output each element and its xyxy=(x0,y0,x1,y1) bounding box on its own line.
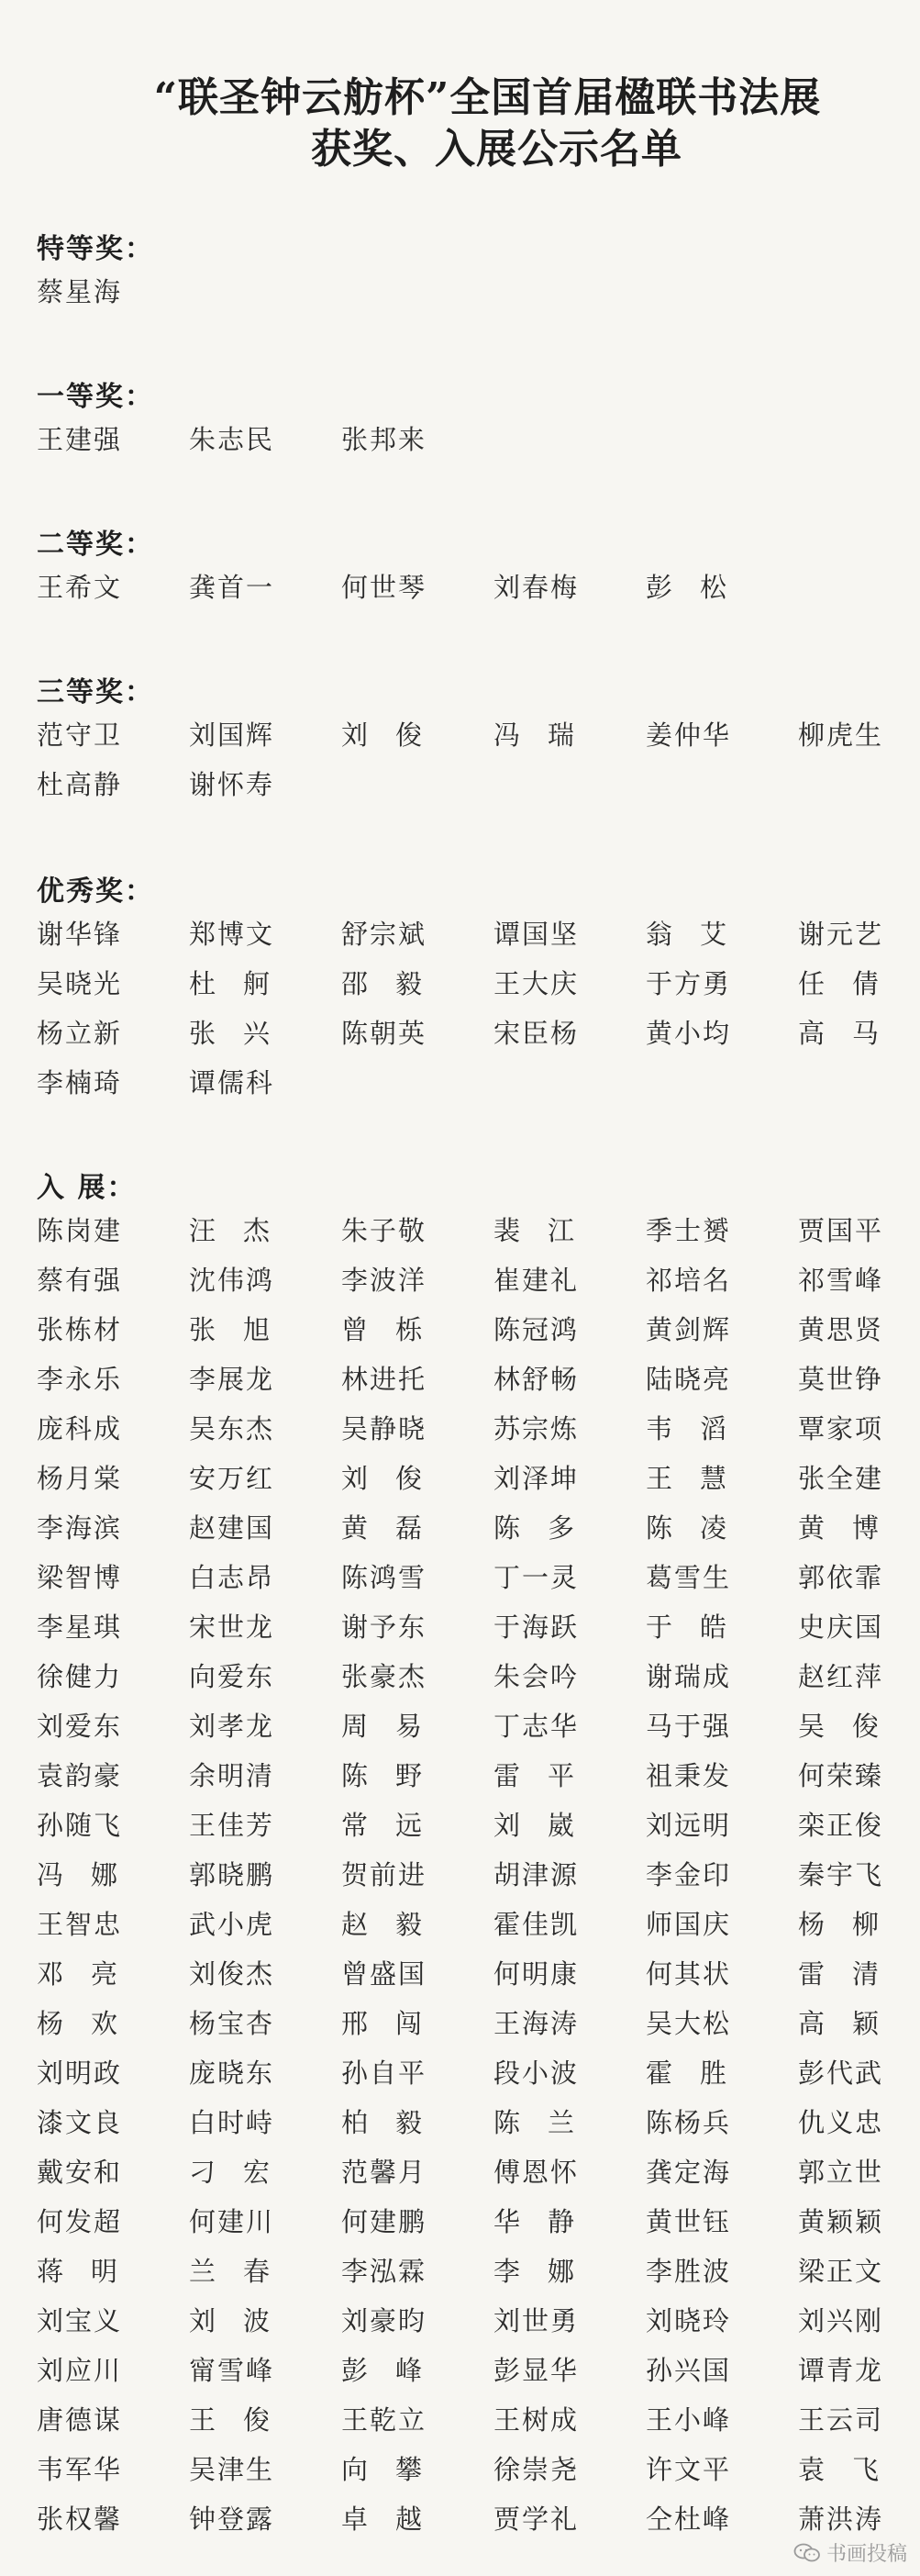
name-row xyxy=(37,567,899,617)
person-name: 彭峰 xyxy=(341,2355,450,2386)
person-name: 吴津生 xyxy=(189,2454,275,2485)
person-name: 吴静晓 xyxy=(341,1413,427,1444)
person-name: 雷清 xyxy=(798,1958,907,1990)
name-row xyxy=(37,1458,899,1508)
person-name: 马于强 xyxy=(646,1711,732,1742)
person-name: 徐健力 xyxy=(37,1661,123,1692)
person-name: 谢予东 xyxy=(341,1611,427,1643)
person-name: 张全建 xyxy=(798,1463,884,1494)
person-name: 祁培名 xyxy=(646,1265,732,1296)
person-name: 黄博 xyxy=(798,1512,907,1544)
person-name: 张邦来 xyxy=(341,424,427,455)
name-row xyxy=(37,914,899,964)
person-name: 张栋材 xyxy=(37,1314,123,1345)
person-name: 邓亮 xyxy=(37,1958,146,1990)
person-name: 黄颖颖 xyxy=(798,2206,884,2237)
person-name: 王希文 xyxy=(37,572,123,603)
name-row xyxy=(37,1607,899,1656)
person-name: 龚定海 xyxy=(646,2157,732,2188)
person-name: 吴晓光 xyxy=(37,968,123,999)
person-name: 彭显华 xyxy=(493,2355,580,2386)
person-name: 汪杰 xyxy=(189,1215,298,1246)
person-name: 刘晓玲 xyxy=(646,2305,732,2336)
person-name: 陈凌 xyxy=(646,1512,755,1544)
person-name: 蒋明 xyxy=(37,2256,146,2287)
person-name: 刘爱东 xyxy=(37,1711,123,1742)
person-name: 袁韵豪 xyxy=(37,1760,123,1791)
person-name: 沈伟鸿 xyxy=(189,1265,275,1296)
person-name: 谢元艺 xyxy=(798,919,884,950)
person-name: 庞科成 xyxy=(37,1413,123,1444)
section-heading: 三等奖： xyxy=(37,676,154,708)
person-name: 徐崇尧 xyxy=(493,2454,580,2485)
person-name: 蔡有强 xyxy=(37,1265,123,1296)
person-name: 王佳芳 xyxy=(189,1810,275,1841)
name-row xyxy=(37,419,899,469)
person-name: 卓越 xyxy=(341,2504,450,2535)
person-name: 任倩 xyxy=(798,968,907,999)
name-row xyxy=(37,2350,899,2400)
person-name: 孙兴国 xyxy=(646,2355,732,2386)
person-name: 赵红萍 xyxy=(798,1661,884,1692)
person-name: 蔡星海 xyxy=(37,276,123,307)
name-row xyxy=(37,1706,907,1756)
person-name: 刘豪昀 xyxy=(341,2305,427,2336)
person-name: 王乾立 xyxy=(341,2404,427,2436)
person-name: 贺前进 xyxy=(341,1859,427,1890)
person-name: 陈兰 xyxy=(493,2107,603,2138)
person-name: 丁志华 xyxy=(493,1711,580,1742)
person-name: 范守卫 xyxy=(37,719,123,751)
person-name: 杨月棠 xyxy=(37,1463,123,1494)
person-name: 邢闯 xyxy=(341,2008,450,2039)
person-name: 柳虎生 xyxy=(798,719,884,751)
person-name: 刘宝义 xyxy=(37,2305,123,2336)
name-row xyxy=(37,2102,899,2152)
person-name: 许文平 xyxy=(646,2454,732,2485)
section-heading: 优秀奖： xyxy=(37,875,154,908)
person-name: 林舒畅 xyxy=(493,1364,580,1395)
person-name: 于方勇 xyxy=(646,968,732,999)
person-name: 白志昂 xyxy=(189,1562,275,1593)
person-name: 刘孝龙 xyxy=(189,1711,275,1742)
person-name: 杨立新 xyxy=(37,1018,123,1049)
person-name: 宋世龙 xyxy=(189,1611,275,1643)
person-name: 李永乐 xyxy=(37,1364,123,1395)
person-name: 崔建礼 xyxy=(493,1265,580,1296)
person-name: 王小峰 xyxy=(646,2404,732,2436)
person-name: 李楠琦 xyxy=(37,1067,123,1098)
person-name: 朱志民 xyxy=(189,424,275,455)
person-name: 王智忠 xyxy=(37,1909,123,1940)
person-name: 华静 xyxy=(493,2206,603,2237)
person-name: 何明康 xyxy=(493,1958,580,1990)
person-name: 余明清 xyxy=(189,1760,275,1791)
person-name: 向攀 xyxy=(341,2454,450,2485)
person-name: 安万红 xyxy=(189,1463,275,1494)
section-heading: 特等奖： xyxy=(37,233,154,265)
person-name: 何世琴 xyxy=(341,572,427,603)
person-name: 黄小均 xyxy=(646,1018,732,1049)
person-name: 于皓 xyxy=(646,1611,755,1643)
title-line-2: 获奖、入展公示名单 xyxy=(311,126,682,173)
person-name: 胡津源 xyxy=(493,1859,580,1890)
person-name: 陆晓亮 xyxy=(646,1364,732,1395)
name-row xyxy=(37,1210,899,1260)
person-name: 陈冠鸿 xyxy=(493,1314,580,1345)
person-name: 王俊 xyxy=(189,2404,298,2436)
person-name: 刘崴 xyxy=(493,1810,603,1841)
person-name: 张兴 xyxy=(189,1018,298,1049)
person-name: 郭依霏 xyxy=(798,1562,884,1593)
person-name: 朱会吟 xyxy=(493,1661,580,1692)
person-name: 柏毅 xyxy=(341,2107,450,2138)
person-name: 师国庆 xyxy=(646,1909,732,1940)
person-name: 刘世勇 xyxy=(493,2305,580,2336)
person-name: 张旭 xyxy=(189,1314,298,1345)
name-row xyxy=(37,1954,907,2003)
name-row xyxy=(37,1557,899,1607)
person-name: 曾栎 xyxy=(341,1314,450,1345)
wechat-icon xyxy=(793,2543,821,2563)
person-name: 何建川 xyxy=(189,2206,275,2237)
name-row xyxy=(37,964,907,1013)
person-name: 郭立世 xyxy=(798,2157,884,2188)
person-name: 彭代武 xyxy=(798,2057,884,2089)
watermark xyxy=(793,2538,907,2567)
person-name: 白时峙 xyxy=(189,2107,275,2138)
person-name: 常远 xyxy=(341,1810,450,1841)
person-name: 曾盛国 xyxy=(341,1958,427,1990)
person-name: 向爱东 xyxy=(189,1661,275,1692)
person-name: 苏宗炼 xyxy=(493,1413,580,1444)
person-name: 舒宗斌 xyxy=(341,919,427,950)
person-name: 刘俊 xyxy=(341,719,450,751)
person-name: 王慧 xyxy=(646,1463,755,1494)
name-row xyxy=(37,715,899,764)
person-name: 武小虎 xyxy=(189,1909,275,1940)
person-name: 宋臣杨 xyxy=(493,1018,580,1049)
person-name: 史庆国 xyxy=(798,1611,884,1643)
person-name: 刘俊杰 xyxy=(189,1958,275,1990)
person-name: 谢怀寿 xyxy=(189,769,275,800)
person-name: 陈鸿雪 xyxy=(341,1562,427,1593)
person-name: 秦宇飞 xyxy=(798,1859,884,1890)
person-name: 韦军华 xyxy=(37,2454,123,2485)
person-name: 季士赟 xyxy=(646,1215,732,1246)
person-name: 丁一灵 xyxy=(493,1562,580,1593)
name-row xyxy=(37,1805,899,1855)
person-name: 钟登露 xyxy=(189,2504,275,2535)
person-name: 陈杨兵 xyxy=(646,2107,732,2138)
watermark-text: 书画投稿 xyxy=(826,2543,907,2566)
person-name: 刁宏 xyxy=(189,2157,298,2188)
person-name: 唐德谋 xyxy=(37,2404,123,2436)
name-row xyxy=(37,2449,907,2499)
person-name: 陈岗建 xyxy=(37,1215,123,1246)
person-name: 孙自平 xyxy=(341,2057,427,2089)
person-name: 霍胜 xyxy=(646,2057,755,2089)
person-name: 刘波 xyxy=(189,2305,298,2336)
person-name: 陈野 xyxy=(341,1760,450,1791)
person-name: 王树成 xyxy=(493,2404,580,2436)
name-row xyxy=(37,2003,907,2053)
person-name: 何荣臻 xyxy=(798,1760,884,1791)
person-name: 何其状 xyxy=(646,1958,732,1990)
person-name: 杨宝杏 xyxy=(189,2008,275,2039)
name-row xyxy=(37,1063,899,1112)
person-name: 贾国平 xyxy=(798,1215,884,1246)
person-name: 赵建国 xyxy=(189,1512,275,1544)
person-name: 庞晓东 xyxy=(189,2057,275,2089)
person-name: 邵毅 xyxy=(341,968,450,999)
person-name: 吴东杰 xyxy=(189,1413,275,1444)
person-name: 刘俊 xyxy=(341,1463,450,1494)
person-name: 孙随飞 xyxy=(37,1810,123,1841)
person-name: 杨欢 xyxy=(37,2008,146,2039)
person-name: 戴安和 xyxy=(37,2157,123,2188)
person-name: 谢瑞成 xyxy=(646,1661,732,1692)
person-name: 兰春 xyxy=(189,2256,298,2287)
person-name: 仝杜峰 xyxy=(646,2504,732,2535)
person-name: 梁正文 xyxy=(798,2256,884,2287)
person-name: 谢华锋 xyxy=(37,919,123,950)
person-name: 李金印 xyxy=(646,1859,732,1890)
person-name: 黄世钰 xyxy=(646,2206,732,2237)
person-name: 黄剑辉 xyxy=(646,1314,732,1345)
person-name: 赵毅 xyxy=(341,1909,450,1940)
person-name: 雷平 xyxy=(493,1760,603,1791)
name-row xyxy=(37,2053,899,2102)
name-row xyxy=(37,1508,907,1557)
person-name: 萧洪涛 xyxy=(798,2504,884,2535)
person-name: 周易 xyxy=(341,1711,450,1742)
person-name: 黄磊 xyxy=(341,1512,450,1544)
person-name: 刘远明 xyxy=(646,1810,732,1841)
person-name: 王海涛 xyxy=(493,2008,580,2039)
name-row xyxy=(37,2251,899,2301)
person-name: 刘应川 xyxy=(37,2355,123,2386)
person-name: 高颖 xyxy=(798,2008,907,2039)
person-name: 郑博文 xyxy=(189,919,275,950)
person-name: 漆文良 xyxy=(37,2107,123,2138)
person-name: 冯瑞 xyxy=(493,719,603,751)
name-row xyxy=(37,1656,899,1706)
person-name: 甯雪峰 xyxy=(189,2355,275,2386)
person-name: 李胜波 xyxy=(646,2256,732,2287)
person-name: 韦滔 xyxy=(646,1413,755,1444)
person-name: 刘兴刚 xyxy=(798,2305,884,2336)
person-name: 刘春梅 xyxy=(493,572,580,603)
name-row xyxy=(37,1409,899,1458)
person-name: 贾学礼 xyxy=(493,2504,580,2535)
person-name: 张豪杰 xyxy=(341,1661,427,1692)
name-row xyxy=(37,764,899,814)
person-name: 陈朝英 xyxy=(341,1018,427,1049)
person-name: 刘泽坤 xyxy=(493,1463,580,1494)
person-name: 冯娜 xyxy=(37,1859,146,1890)
person-name: 王大庆 xyxy=(493,968,580,999)
person-name: 何发超 xyxy=(37,2206,123,2237)
name-row xyxy=(37,2202,899,2251)
person-name: 彭松 xyxy=(646,572,755,603)
person-name: 吴俊 xyxy=(798,1711,907,1742)
person-name: 王云司 xyxy=(798,2404,884,2436)
title-line-1: “联圣钟云舫杯”全国首届楹联书法展 xyxy=(153,74,822,121)
person-name: 张权馨 xyxy=(37,2504,123,2535)
name-row xyxy=(37,2400,899,2449)
name-row xyxy=(37,2301,899,2350)
person-name: 段小波 xyxy=(493,2057,580,2089)
name-row xyxy=(37,1904,907,1954)
name-row xyxy=(37,1260,899,1310)
person-name: 郭晓鹏 xyxy=(189,1859,275,1890)
person-name: 李波洋 xyxy=(341,1265,427,1296)
person-name: 黄思贤 xyxy=(798,1314,884,1345)
section-heading: 入 展： xyxy=(37,1172,137,1204)
person-name: 葛雪生 xyxy=(646,1562,732,1593)
person-name: 范馨月 xyxy=(341,2157,427,2188)
person-name: 翁艾 xyxy=(646,919,755,950)
name-row xyxy=(37,1756,899,1805)
person-name: 陈多 xyxy=(493,1512,603,1544)
section-heading: 一等奖： xyxy=(37,381,154,413)
person-name: 王建强 xyxy=(37,424,123,455)
person-name: 谭儒科 xyxy=(189,1067,275,1098)
person-name: 霍佳凯 xyxy=(493,1909,580,1940)
person-name: 李海滨 xyxy=(37,1512,123,1544)
section-heading: 二等奖： xyxy=(37,529,154,561)
person-name: 吴大松 xyxy=(646,2008,732,2039)
person-name: 杜高静 xyxy=(37,769,123,800)
person-name: 莫世铮 xyxy=(798,1364,884,1395)
person-name: 李娜 xyxy=(493,2256,603,2287)
person-name: 谭国坚 xyxy=(493,919,580,950)
name-row xyxy=(37,1310,899,1359)
person-name: 谭青龙 xyxy=(798,2355,884,2386)
name-row xyxy=(37,1855,899,1904)
person-name: 杨柳 xyxy=(798,1909,907,1940)
name-row xyxy=(37,1359,899,1409)
person-name: 龚首一 xyxy=(189,572,275,603)
person-name: 李星琪 xyxy=(37,1611,123,1643)
person-name: 何建鹏 xyxy=(341,2206,427,2237)
person-name: 覃家项 xyxy=(798,1413,884,1444)
person-name: 姜仲华 xyxy=(646,719,732,751)
person-name: 裴江 xyxy=(493,1215,603,1246)
person-name: 祖秉发 xyxy=(646,1760,732,1791)
name-row xyxy=(37,1013,907,1063)
person-name: 傅恩怀 xyxy=(493,2157,580,2188)
person-name: 林进托 xyxy=(341,1364,427,1395)
name-row xyxy=(37,2499,899,2548)
name-row xyxy=(37,272,899,321)
person-name: 杜舸 xyxy=(189,968,298,999)
person-name: 袁飞 xyxy=(798,2454,907,2485)
person-name: 梁智博 xyxy=(37,1562,123,1593)
person-name: 高马 xyxy=(798,1018,907,1049)
person-name: 于海跃 xyxy=(493,1611,580,1643)
person-name: 仇义忠 xyxy=(798,2107,884,2138)
person-name: 李展龙 xyxy=(189,1364,275,1395)
name-row xyxy=(37,2152,899,2202)
person-name: 李泓霖 xyxy=(341,2256,427,2287)
person-name: 刘明政 xyxy=(37,2057,123,2089)
person-name: 刘国辉 xyxy=(189,719,275,751)
person-name: 祁雪峰 xyxy=(798,1265,884,1296)
person-name: 栾正俊 xyxy=(798,1810,884,1841)
person-name: 朱子敬 xyxy=(341,1215,427,1246)
